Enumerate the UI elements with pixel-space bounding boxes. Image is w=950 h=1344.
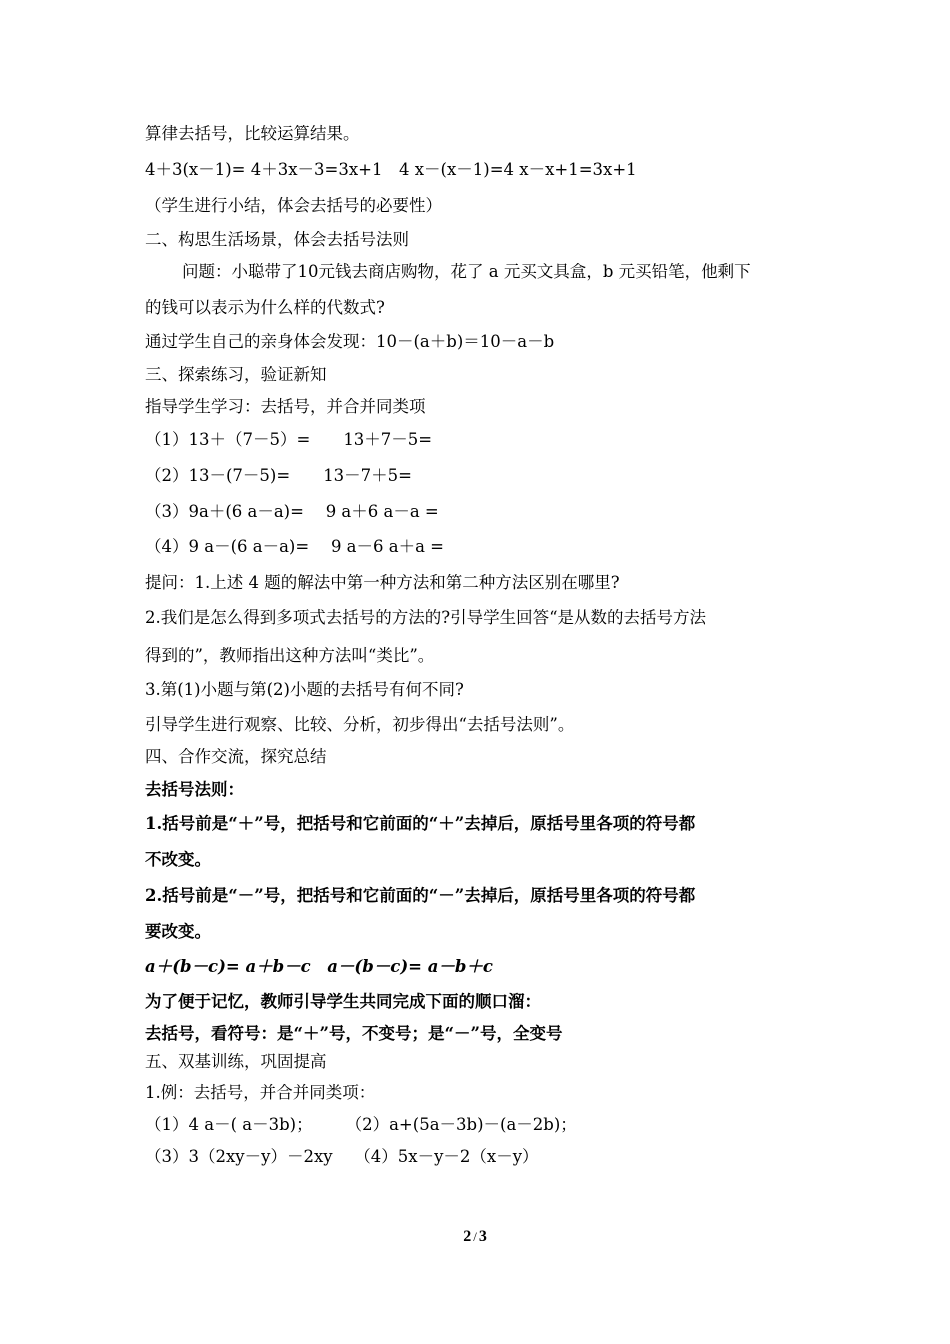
text-line: 通过学生自己的亲身体会发现：10－(a＋b)＝10－a－b <box>145 332 555 351</box>
text-line: 的钱可以表示为什么样的代数式? <box>145 298 385 317</box>
exercise-line: （1）4 a－( a－3b)； （2）a+(5a－3b)－(a－2b)； <box>145 1115 577 1134</box>
rule-line: 不改变。 <box>145 850 211 869</box>
rule-rhyme: 去括号，看符号：是“＋”号，不变号；是“－”号，全变号 <box>145 1024 563 1043</box>
section-heading: 四、合作交流，探究总结 <box>145 747 327 766</box>
page-total: 3 <box>478 1228 487 1245</box>
text-line: 3.第(1)小题与第(2)小题的去括号有何不同? <box>145 680 464 699</box>
page-number <box>0 1228 950 1246</box>
text-line: 引导学生进行观察、比较、分析，初步得出“去括号法则”。 <box>145 715 575 734</box>
text-line: 提问：1.上述 4 题的解法中第一种方法和第二种方法区别在哪里? <box>145 573 620 592</box>
text-line: 4＋3(x－1)= 4＋3x－3=3x+1 4 x－(x－1)=4 x－x+1=3x+1 <box>145 160 637 179</box>
rule-line: 为了便于记忆，教师引导学生共同完成下面的顺口溜： <box>145 992 541 1011</box>
page-separator: / <box>473 1229 477 1244</box>
section-heading: 五、双基训练，巩固提高 <box>145 1052 327 1071</box>
rule-line: 1.括号前是“＋”号，把括号和它前面的“＋”去掉后，原括号里各项的符号都 <box>145 814 696 833</box>
exercise-line: （3）9a＋(6 a－a)= 9 a＋6 a－a = <box>145 502 439 521</box>
text-line: 得到的”，教师指出这种方法叫“类比”。 <box>145 646 435 665</box>
exercise-line: （1）13＋（7－5）= 13＋7－5= <box>145 430 433 449</box>
exercise-line: （3）3（2xy－y）－2xy （4）5x－y－2（x－y） <box>145 1147 539 1166</box>
exercise-line: （4）9 a－(6 a－a)= 9 a－6 a＋a = <box>145 537 445 556</box>
text-line: 算律去括号，比较运算结果。 <box>145 124 360 143</box>
text-line: （学生进行小结，体会去括号的必要性） <box>145 196 442 215</box>
exercise-line: （2）13－(7－5)= 13－7＋5= <box>145 466 413 485</box>
text-line: 2.我们是怎么得到多项式去括号的方法的?引导学生回答“是从数的去括号方法 <box>145 608 707 627</box>
rule-title: 去括号法则： <box>145 780 244 799</box>
text-line: 问题：小聪带了10元钱去商店购物，花了 a 元买文具盒，b 元买铅笔，他剩下 <box>182 262 751 281</box>
rule-formula: a＋(b－c)= a＋b－c a－(b－c)= a－b＋c <box>145 957 493 976</box>
text-line: 指导学生学习：去括号，并合并同类项 <box>145 397 426 416</box>
text-line: 1.例：去括号，并合并同类项： <box>145 1083 376 1102</box>
rule-line: 要改变。 <box>145 922 211 941</box>
section-heading: 三、探索练习，验证新知 <box>145 365 327 384</box>
rule-line: 2.括号前是“－”号，把括号和它前面的“－”去掉后，原括号里各项的符号都 <box>145 886 696 905</box>
section-heading: 二、构思生活场景，体会去括号法则 <box>145 230 409 249</box>
page-current: 2 <box>463 1228 472 1245</box>
